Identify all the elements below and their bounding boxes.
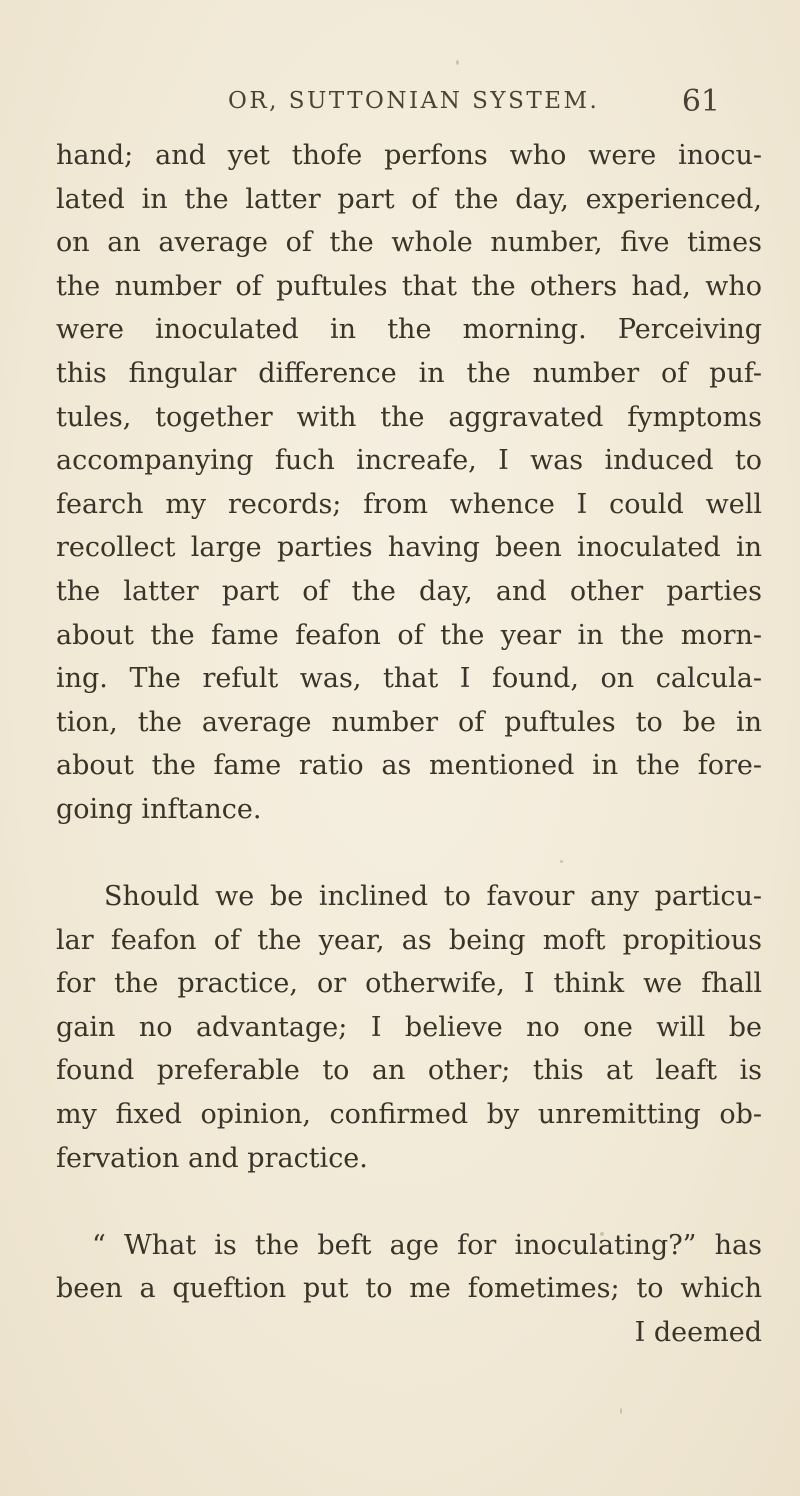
text-line: “ What is the beft age for inoculating?” has xyxy=(92,1229,762,1261)
text-line: lated in the latter part of the day, experienced, xyxy=(56,183,762,215)
text-line: my fixed opinion, confirmed by unremitting ob- xyxy=(56,1099,762,1131)
text-line: tules, together with the aggravated fymptoms xyxy=(56,401,762,433)
running-head: OR, SUTTONIAN SYSTEM. xyxy=(228,88,600,114)
paper-speck xyxy=(560,860,563,863)
paragraph-2 xyxy=(56,875,762,1180)
text-line: ing. The refult was, that I found, on calcula- xyxy=(56,663,762,695)
text-line: this fingular difference in the number of puf- xyxy=(56,357,762,389)
paragraph-gap xyxy=(56,832,762,876)
paper-speck xyxy=(72,238,76,241)
catchword: I deemed xyxy=(634,1317,762,1349)
text-line: about the fame ratio as mentioned in the fore- xyxy=(56,750,762,782)
text-line: about the fame feafon of the year in the morn- xyxy=(56,619,762,651)
text-line: recollect large parties having been inoculated in xyxy=(56,532,762,564)
page-header xyxy=(228,80,720,124)
text-line: found preferable to an other; this at leaft is xyxy=(56,1055,762,1087)
body-text xyxy=(56,134,762,1355)
text-line: the latter part of the day, and other parties xyxy=(56,575,762,607)
text-line: accompanying fuch increafe, I was induced to xyxy=(56,445,762,477)
text-line: on an average of the whole number, five times xyxy=(56,227,762,259)
paragraph-gap xyxy=(56,1180,762,1224)
text-line: hand; and yet thofe perfons who were inocu- xyxy=(56,140,762,171)
text-line: Should we be inclined to favour any particu- xyxy=(104,881,762,913)
text-line: lar feafon of the year, as being moft propitious xyxy=(56,924,762,956)
text-line: the number of puftules that the others had, who xyxy=(56,270,762,302)
text-line: were inoculated in the morning. Perceiving xyxy=(56,314,762,346)
paragraph-3 xyxy=(56,1224,762,1355)
paper-speck xyxy=(600,1232,604,1236)
text-line: for the practice, or otherwife, I think we fhall xyxy=(56,968,762,1000)
paper-speck xyxy=(620,1408,622,1414)
paper-speck xyxy=(456,60,459,65)
text-line: tion, the average number of puftules to be in xyxy=(56,706,762,738)
page-number: 61 xyxy=(681,84,720,119)
text-line: going inftance. xyxy=(56,793,262,825)
text-line: fervation and practice. xyxy=(56,1142,368,1174)
text-line: fearch my records; from whence I could well xyxy=(56,488,762,520)
text-line: been a queftion put to me fometimes; to which xyxy=(56,1273,762,1305)
text-line: gain no advantage; I believe no one will be xyxy=(56,1011,762,1043)
paragraph-1 xyxy=(56,134,762,832)
